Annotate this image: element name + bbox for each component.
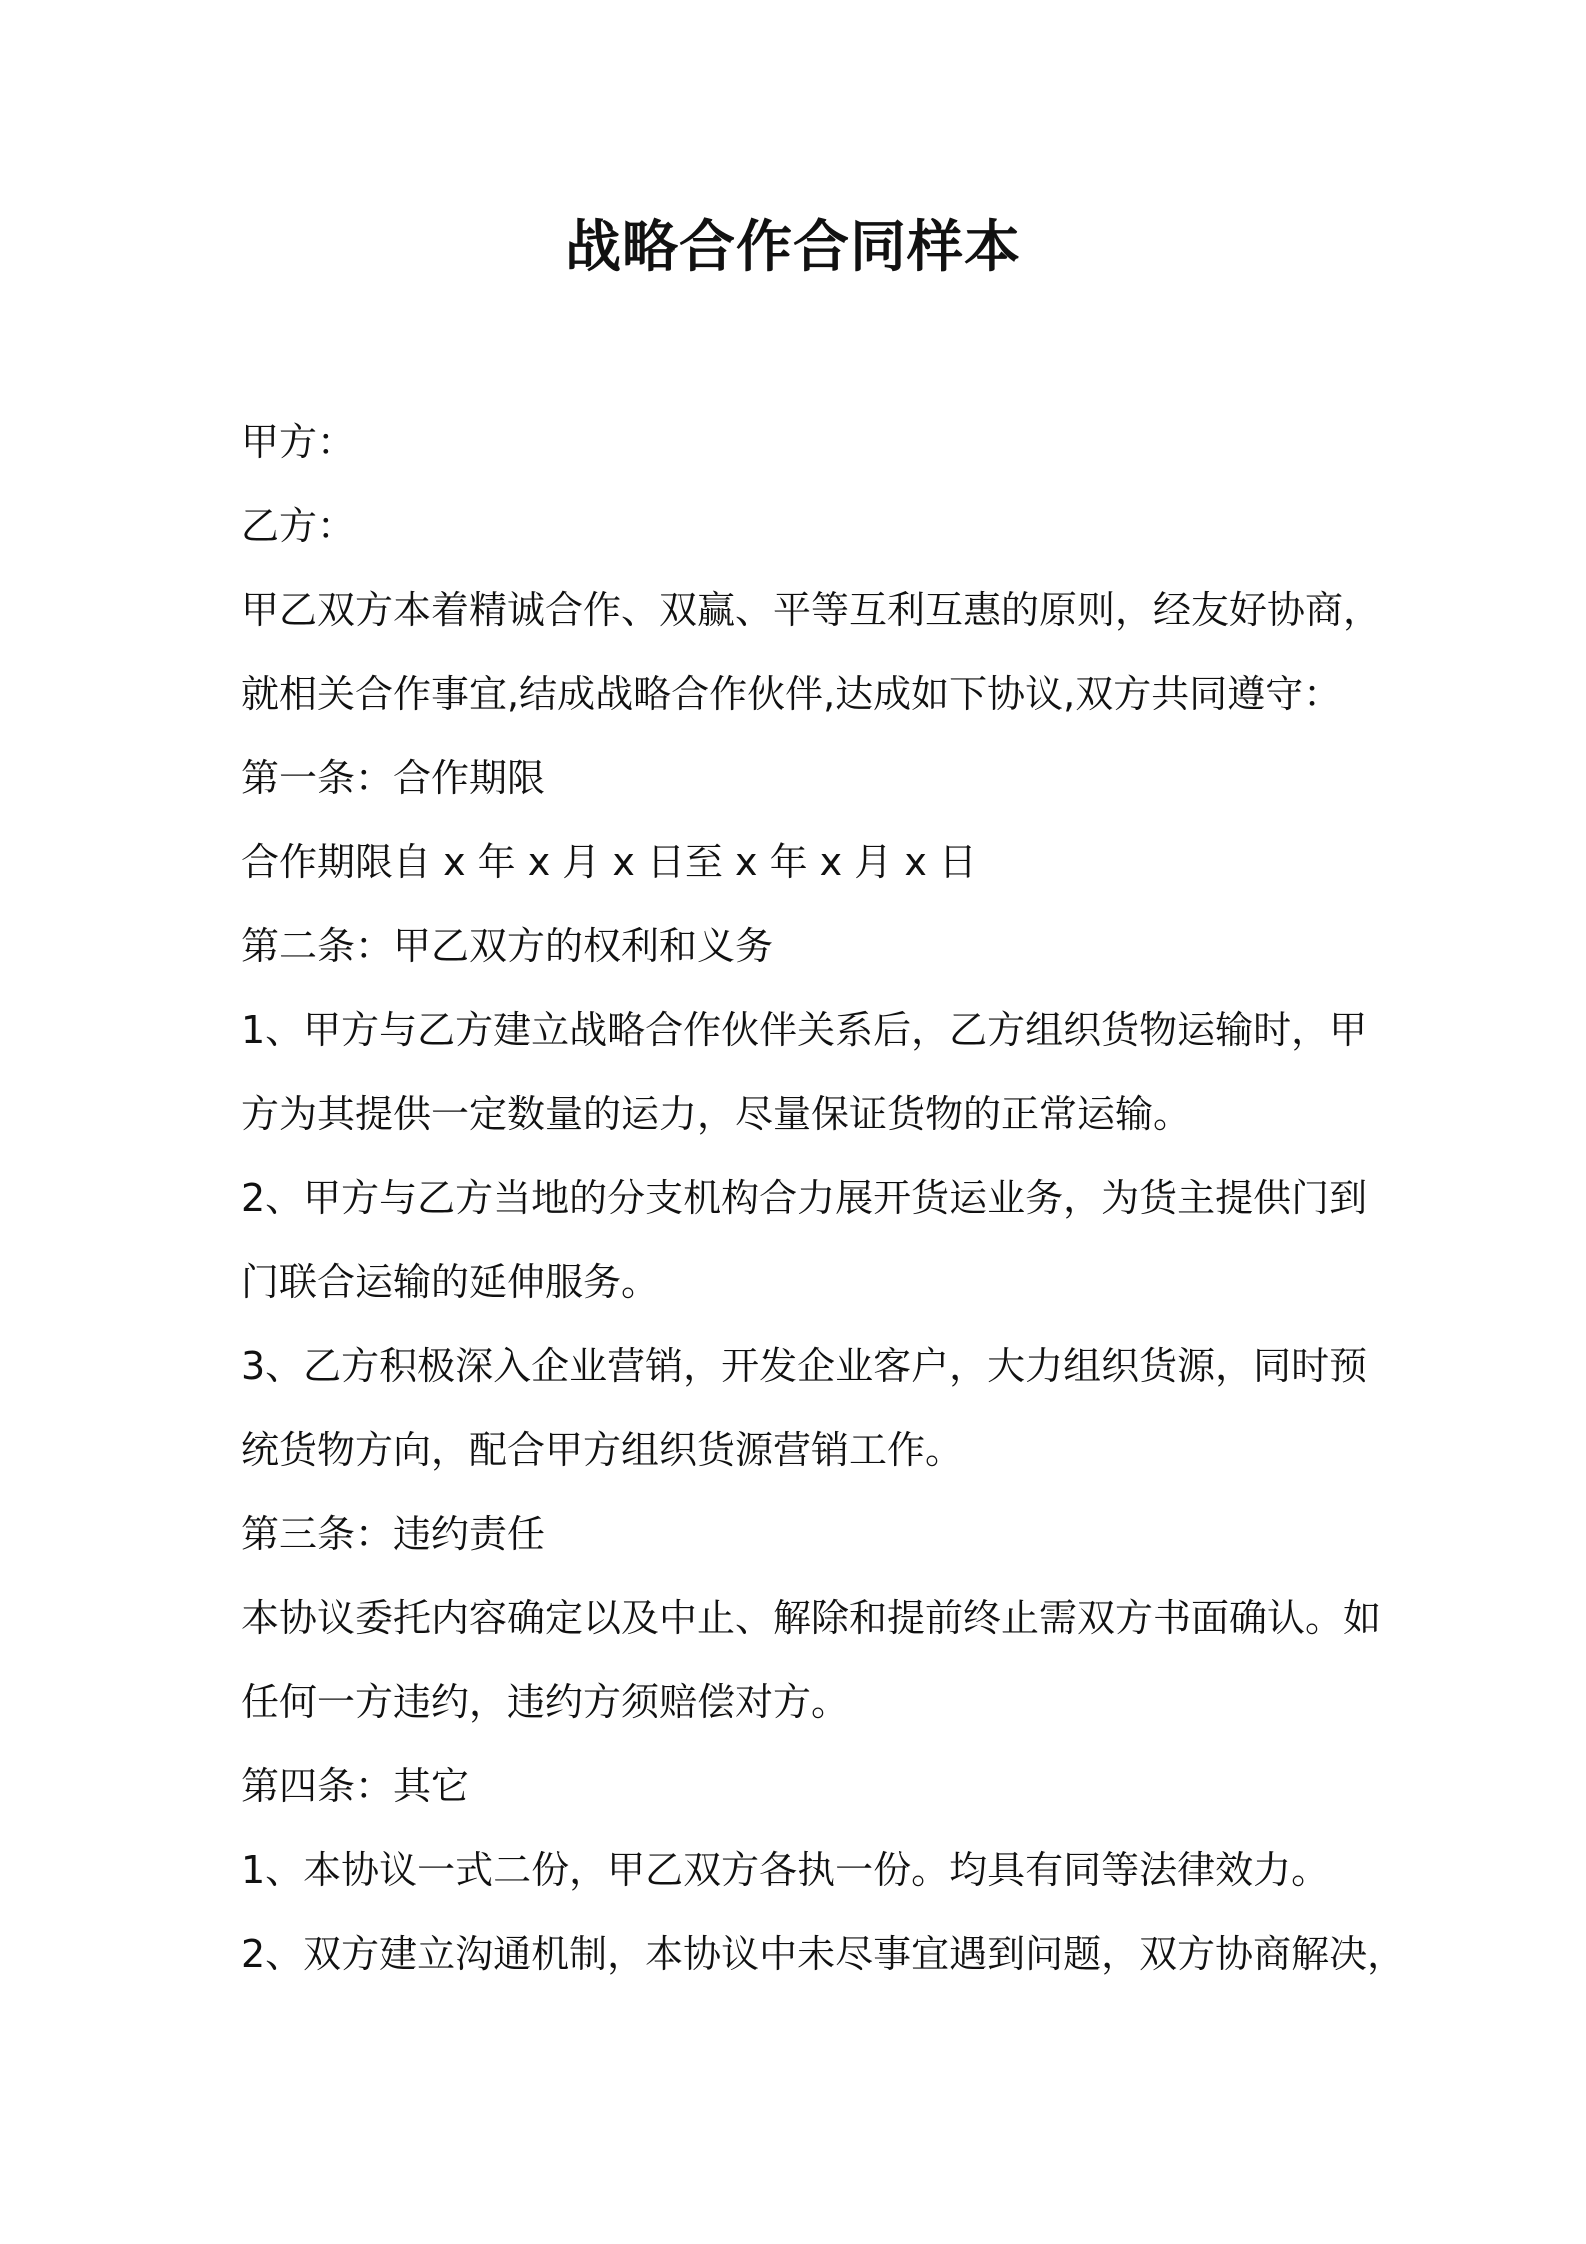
document-body xyxy=(241,400,1406,1996)
article-4-item-2: 2、双方建立沟通机制，本协议中未尽事宜遇到问题，双方协商解决， xyxy=(241,1932,1406,1976)
article-3-line-2: 任何一方违约，违约方须赔偿对方。 xyxy=(241,1680,850,1724)
article-2-item-3-line-2: 统货物方向，配合甲方组织货源营销工作。 xyxy=(241,1428,964,1472)
article-2-item-1-line-1: 1、甲方与乙方建立战略合作伙伴关系后，乙方组织货物运输时，甲 xyxy=(241,1008,1368,1052)
article-1-heading: 第一条：合作期限 xyxy=(241,756,546,800)
article-2-heading: 第二条：甲乙双方的权利和义务 xyxy=(241,924,774,968)
article-1-term: 合作期限自 x 年 x 月 x 日至 x 年 x 月 x 日 xyxy=(241,840,977,884)
article-3-heading: 第三条：违约责任 xyxy=(241,1512,546,1556)
party-b-line: 乙方： xyxy=(241,504,356,548)
article-4-heading: 第四条：其它 xyxy=(241,1764,470,1808)
article-2-item-2-line-1: 2、甲方与乙方当地的分支机构合力展开货运业务，为货主提供门到 xyxy=(241,1176,1368,1220)
article-3-line-1: 本协议委托内容确定以及中止、解除和提前终止需双方书面确认。如 xyxy=(241,1596,1382,1640)
article-4-item-1: 1、本协议一式二份，甲乙双方各执一份。均具有同等法律效力。 xyxy=(241,1848,1330,1892)
article-2-item-2-line-2: 门联合运输的延伸服务。 xyxy=(241,1260,660,1304)
preamble-line-1: 甲乙双方本着精诚合作、双赢、平等互利互惠的原则，经友好协商， xyxy=(241,588,1382,632)
party-a-line: 甲方： xyxy=(241,420,356,464)
preamble-line-2: 就相关合作事宜,结成战略合作伙伴,达成如下协议,双方共同遵守： xyxy=(241,672,1342,716)
document-title: 战略合作合同样本 xyxy=(565,215,1021,280)
article-2-item-1-line-2: 方为其提供一定数量的运力，尽量保证货物的正常运输。 xyxy=(241,1092,1192,1136)
article-2-item-3-line-1: 3、乙方积极深入企业营销，开发企业客户，大力组织货源，同时预 xyxy=(241,1344,1368,1388)
